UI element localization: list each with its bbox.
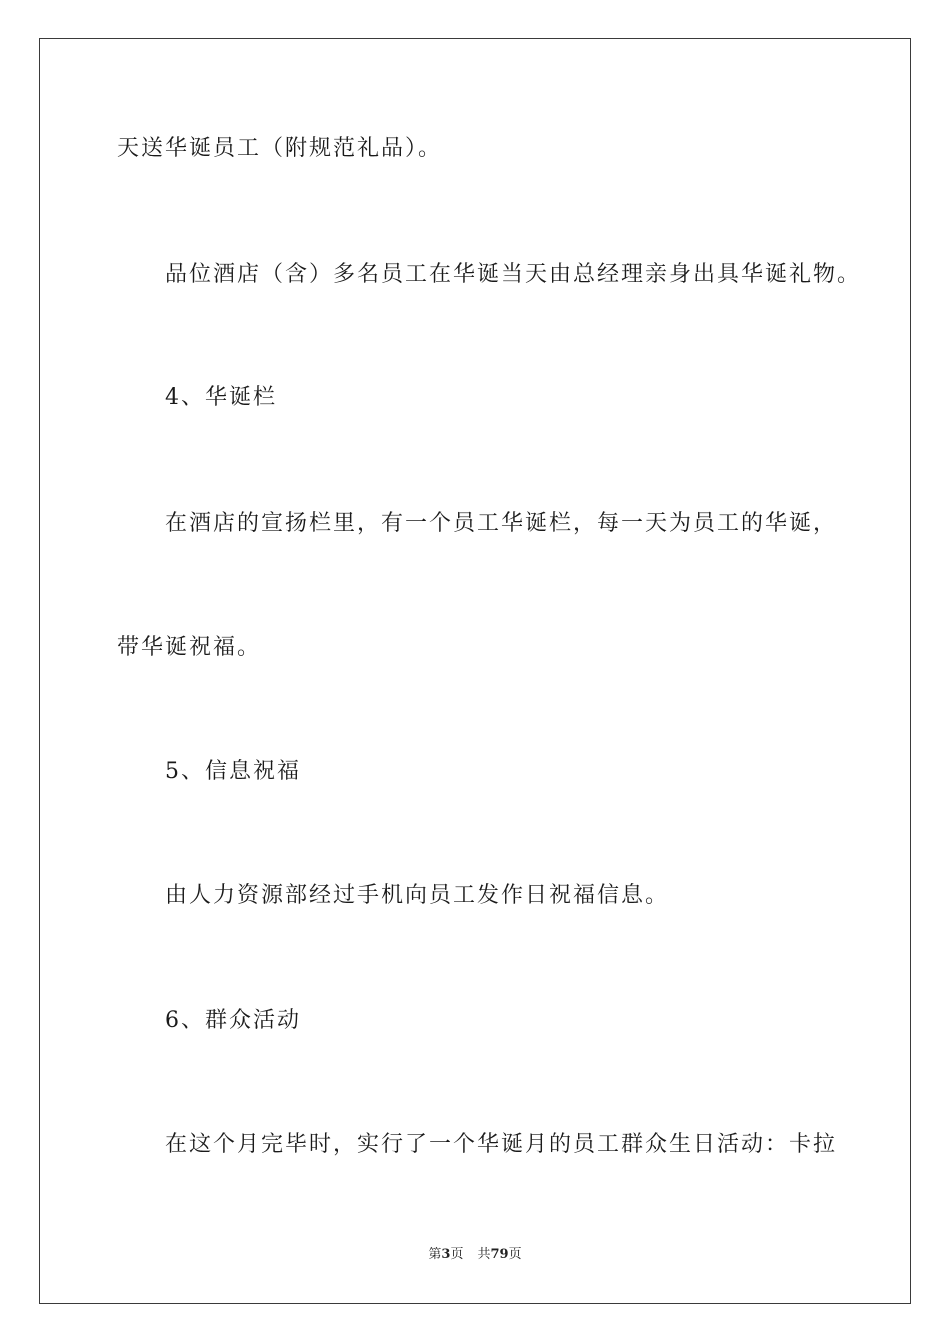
section-heading-4: 4、华诞栏: [165, 385, 277, 410]
paragraph-line-9: 在这个月完毕时，实行了一个华诞月的员工群众生日活动：卡拉: [165, 1132, 838, 1157]
page-border: [39, 38, 911, 1304]
page-suffix: 页: [450, 1247, 464, 1262]
section-heading-6: 6、群众活动: [165, 1008, 301, 1033]
page-number: 3: [441, 1247, 451, 1262]
paragraph-line-7: 由人力资源部经过手机向员工发作日祝福信息。: [165, 883, 670, 908]
total-pages: 79: [490, 1247, 509, 1262]
total-prefix: 共: [477, 1247, 491, 1262]
paragraph-line-4: 在酒店的宣扬栏里，有一个员工华诞栏，每一天为员工的华诞，: [165, 511, 838, 536]
total-suffix: 页: [508, 1247, 522, 1262]
paragraph-line-2: 品位酒店（含）多名员工在华诞当天由总经理亲身出具华诞礼物。: [165, 262, 862, 287]
section-heading-5: 5、信息祝福: [165, 759, 301, 784]
paragraph-line-1: 天送华诞员工（附规范礼品）。: [117, 136, 443, 161]
paragraph-line-5: 带华诞祝福。: [117, 635, 262, 660]
page-footer: [0, 1246, 950, 1264]
page-prefix: 第: [428, 1247, 442, 1262]
